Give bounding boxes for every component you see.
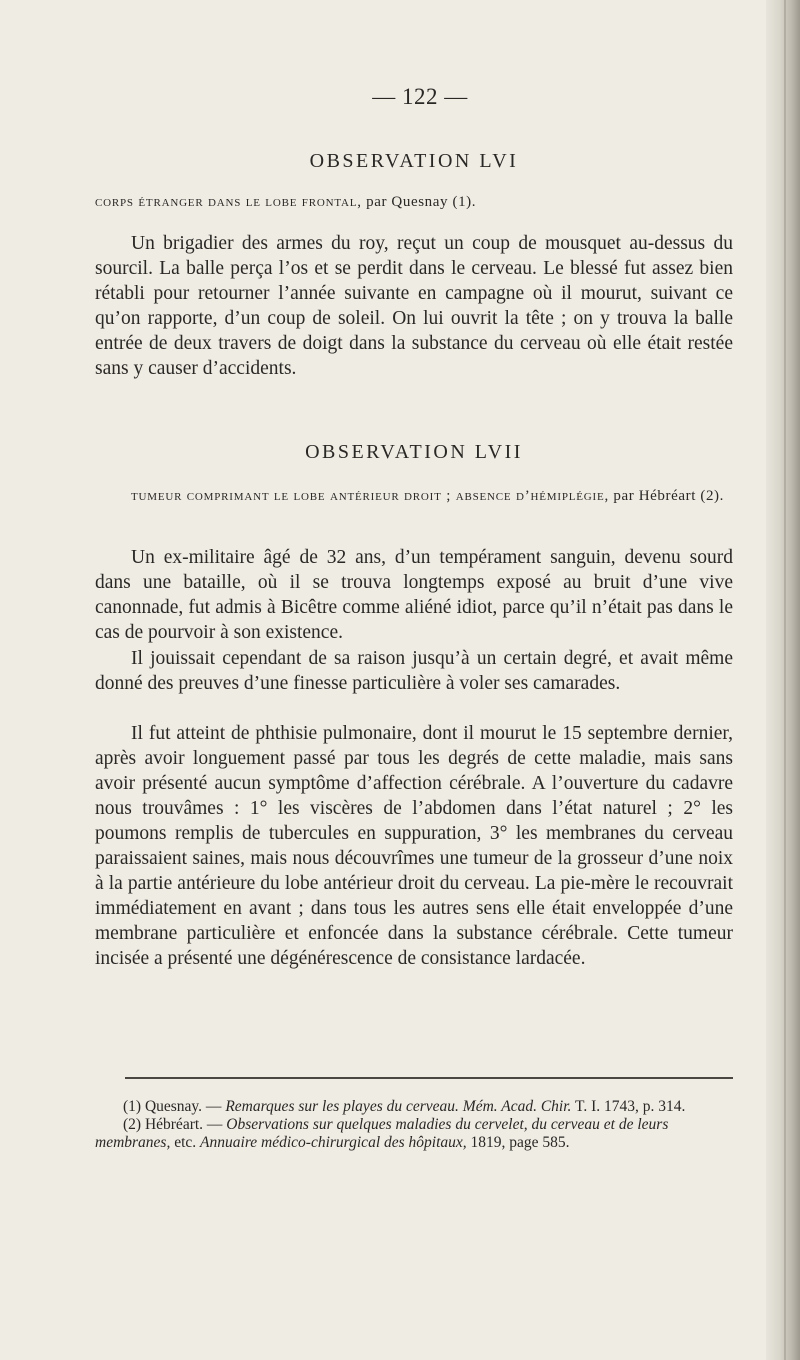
observation-subtitle-caps: corps étranger dans le lobe frontal, bbox=[95, 194, 362, 210]
footnote-divider bbox=[125, 1077, 733, 1079]
paragraph: Il jouissait cependant de sa raison jusqu’à un certain degré, et avait même donné des preuves d’une finesse particulière à voler ses camarades. bbox=[95, 648, 733, 694]
observation-subtitle bbox=[95, 194, 733, 211]
footnote-prefix: (2) Hébréart. — bbox=[123, 1116, 227, 1133]
footnote-pages: 1819, page 585. bbox=[466, 1134, 570, 1151]
observation-title: OBSERVATION LVII bbox=[305, 441, 523, 463]
footnote bbox=[95, 1098, 733, 1116]
paragraph: Il fut atteint de phthisie pulmonaire, dont il mourut le 15 septembre dernier, après avoir longuement passé par tous les degrés de cette maladie, mais sans avoir présenté aucun symptôme d’affection cérébrale. A l’ouverture du cadavre nous trouvâmes : 1° les viscères de l’abdomen dans l’état naturel ; 2° les poumons remplis de tubercules en suppuration, 3° les membranes du cerveau paraissaient saines, mais nous découvrîmes une tumeur de la grosseur d’une noix à la partie antérieure du lobe antérieur droit du cerveau. La pie-mère le recouvrait immédiatement en avant ; dans tous les autres sens elle était enveloppée d’une membrane particulière et enfoncée dans la substance cérébrale. Cette tumeur incisée a présenté une dégénérescence de consistance lardacée. bbox=[95, 723, 733, 969]
observation-title: OBSERVATION LVI bbox=[309, 150, 519, 172]
page-edge-line bbox=[784, 0, 786, 1360]
footnotes bbox=[95, 1098, 733, 1152]
paragraph: Un ex-militaire âgé de 32 ans, d’un tempérament sanguin, devenu sourd dans une bataille, où il se trouva longtemps exposé au bruit d’une vive canonnade, fut admis à Bicêtre comme aliéné idiot, parce qu’il n’était pas dans le cas de pourvoir à son existence. bbox=[95, 547, 733, 643]
footnote-title: Remarques sur les playes du cerveau. Mém. Acad. Chir. bbox=[225, 1098, 572, 1115]
footnote-prefix: (1) Quesnay. — bbox=[123, 1098, 226, 1115]
observation-subtitle-author: par Quesnay (1). bbox=[361, 194, 477, 210]
footnote-journal: Annuaire médico-chirurgical des hôpitaux, bbox=[200, 1134, 467, 1151]
page-edge-shadow bbox=[766, 0, 800, 1360]
footnote-suffix: etc. bbox=[170, 1134, 201, 1151]
footnote-title: Observations sur quelques maladies du cervelet, du cerveau et de leurs membranes, bbox=[95, 1116, 669, 1151]
footnote-suffix: T. I. 1743, p. 314. bbox=[571, 1098, 686, 1115]
page-number: — 122 — bbox=[372, 84, 468, 109]
observation-subtitle-author: par Hébréart (2). bbox=[609, 488, 724, 504]
footnote bbox=[95, 1116, 733, 1152]
observation-subtitle bbox=[95, 485, 733, 507]
observation-subtitle-caps: tumeur comprimant le lobe antérieur droit ; absence d’hémiplégie, bbox=[131, 488, 610, 504]
paragraph: Un brigadier des armes du roy, reçut un coup de mousquet au-dessus du sourcil. La balle perça l’os et se perdit dans le cerveau. Le blessé fut assez bien rétabli pour retourner l’année suivante en campagne où il mourut, suivant ce qu’on rapporte, d’un coup de soleil. On lui ouvrit la tête ; on y trouva la balle entrée de deux travers de doigt dans la substance du cerveau où elle était restée sans y causer d’accidents. bbox=[95, 233, 733, 379]
